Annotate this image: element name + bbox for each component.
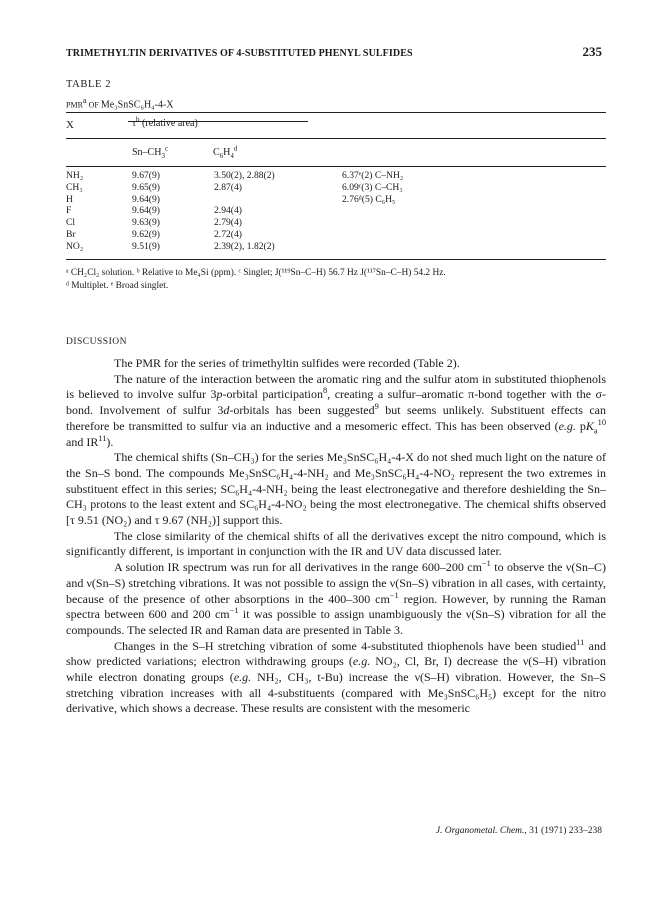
cell-x: H: [66, 193, 73, 205]
column-header-c6h4: [213, 144, 238, 160]
reference-mark: 11: [576, 637, 585, 647]
text-run: −1: [389, 590, 399, 600]
tau-footnote-mark: b: [136, 115, 140, 124]
cell-sn-ch3: 9.63(9): [132, 217, 160, 229]
ar-head-c: C: [213, 147, 220, 158]
column-header-tau: [132, 115, 198, 129]
table-row: [66, 205, 606, 217]
text-run: a: [593, 426, 598, 436]
journal-citation: [436, 826, 602, 836]
cell-c6h4: 3.50(2), 2.88(2): [214, 170, 275, 181]
reference-mark: 8: [323, 386, 328, 396]
text-run: −1: [229, 606, 239, 616]
table-caption: [66, 96, 174, 110]
table-row: [66, 241, 606, 253]
text-run: p: [216, 387, 223, 402]
table-footnotes: [66, 267, 606, 292]
table-row: [66, 170, 606, 182]
cell-c6h4: 2.39(2), 1.82(2): [214, 240, 275, 252]
text-run: and show predicted variations; electron withdrawing groups (: [66, 638, 606, 669]
reference-mark: 11: [98, 433, 107, 443]
cell-x: CH₃: [66, 181, 83, 193]
text-run: ).: [106, 434, 114, 449]
cell-c6h4: 2.72(4): [214, 228, 242, 240]
table-row: [66, 182, 606, 194]
cell-sn-ch3: 9.64(9): [132, 205, 160, 217]
table-row: [66, 229, 606, 241]
ar-head-sub2: 4: [230, 152, 234, 160]
table-bottom-rule: [66, 259, 606, 260]
paragraph: The chemical shifts (Sn–CH₃) for the series Me₃SnSC₆H₄-4-X do not shed much light on the nature of the Sn–S bond. The compounds Me₃SnSC₆H₄-4-NH₂ and Me₃SnSC₆H₄-4-NO₂ represent the two extremes in substituent effect in this series; SC₆H₄-4-NH₂ being the least electronegative and therefore deshielding the Sn–CH₃ protons to the least extent and SC₆H₄-4-NO₂ being the most electronegative. The chemical shifts observed [τ 9.51 (NO₂) and τ 9.67 (NH₂)] support this.: [66, 450, 606, 528]
cell-x: Br: [66, 228, 76, 240]
text-run: e.g.: [558, 418, 576, 433]
text-run: -orbital participation: [222, 387, 323, 402]
spanner-rule: [128, 121, 308, 122]
paragraph: [66, 560, 606, 639]
table-label: TABLE 2: [66, 79, 112, 90]
cell-other: 6.09ᶜ(3) C–CH₃: [342, 181, 403, 193]
text-run: p: [575, 418, 586, 433]
text-run: e.g.: [352, 654, 371, 669]
page-number: 235: [582, 44, 602, 59]
tau-note: (relative area): [139, 118, 198, 129]
paragraph: [66, 372, 606, 451]
cell-other: 2.76ᵈ(5) C₆H₅: [342, 193, 396, 205]
sn-head-mark: c: [164, 144, 169, 153]
caption-of: OF: [86, 100, 101, 110]
section-heading: DISCUSSION: [66, 337, 127, 347]
footnote-line-2: ᵈ Multiplet. ᵉ Broad singlet.: [66, 280, 169, 291]
text-run: NO₂, Cl, Br, I) decrease the ν(S–H) vibration while electron donating groups (: [66, 654, 607, 685]
caption-prefix: PMR: [66, 100, 83, 110]
paragraph: [66, 639, 606, 718]
cell-c6h4: 2.79(4): [214, 217, 242, 229]
journal-name: J. Organometal. Chem.: [435, 826, 525, 836]
cell-x: F: [66, 205, 72, 217]
journal-volume-pages: , 31 (1971) 233–238: [524, 826, 602, 836]
paragraph: The close similarity of the chemical shifts of all the derivatives except the nitro compound, which is significantly different, is important in conjunction with the IR and UV data discussed later.: [66, 528, 606, 559]
caption-formula: Me₃SnSC₆H₄-4-X: [100, 99, 174, 111]
ar-head-sub1: 6: [219, 152, 224, 160]
caption-footnote-mark: a: [82, 96, 87, 105]
text-run: but seems unlikely. Substituent effects can therefore be transmitted to sulfur via an inductive and a mesomeric effect. This has been observed (: [66, 403, 606, 433]
column-header-sn-ch3: [132, 144, 169, 160]
text-run: it was possible to assign unambiguously the ν(Sn–S) vibration for all the compounds. The selected IR and Raman data are presented in Table 3.: [66, 607, 606, 637]
text-run: The nature of the interaction between the aromatic ring and the sulfur atom in substituted thiophenols is believed to involve sulfur 3: [66, 371, 606, 402]
table-body: [66, 170, 606, 253]
sn-head-text: Sn–CH: [132, 147, 162, 158]
tau-symbol: τ: [132, 118, 137, 129]
text-run: −1: [481, 559, 491, 569]
text-run: and IR: [66, 434, 99, 449]
text-run: region. However, by running the Raman spectra between 600 and 200 cm: [66, 591, 606, 622]
cell-sn-ch3: 9.65(9): [132, 181, 160, 193]
cell-other: 6.37ᵉ(2) C–NH₂: [342, 170, 404, 181]
text-run: , creating a sulfur–aromatic π-bond together with the σ-bond. Involvement of sulfur 3: [66, 387, 607, 418]
table-row: [66, 217, 606, 229]
cell-x: NH₂: [66, 170, 84, 181]
text-run: K: [585, 418, 594, 433]
text-run: -orbitals has been suggested: [229, 403, 375, 418]
paragraph: The PMR for the series of trimethyltin sulfides were recorded (Table 2).: [114, 356, 460, 370]
text-run: e.g.: [233, 670, 252, 685]
text-run: to observe the ν(Sn–C) and ν(Sn–S) stretching vibrations. It was not possible to assign the ν(Sn–S) vibration in all cases, with certainty, because of the presence of other absorptions in the 400–300 cm: [66, 560, 606, 606]
header-bottom-rule: [66, 166, 606, 167]
cell-sn-ch3: 9.64(9): [132, 193, 160, 205]
header-mid-rule: [66, 138, 606, 139]
table-row: [66, 194, 606, 206]
cell-x: NO₂: [66, 240, 84, 252]
text-run: Changes in the S–H stretching vibration of some 4-substituted thiophenols have been studied: [114, 638, 577, 653]
column-header-x: X: [66, 119, 74, 131]
cell-x: Cl: [66, 217, 76, 229]
reference-mark: 10: [597, 417, 607, 427]
cell-sn-ch3: 9.67(9): [132, 170, 160, 181]
body-text: [66, 356, 606, 717]
ar-head-h: H: [223, 147, 231, 158]
text-run: A solution IR spectrum was run for all derivatives in the range 600–200 cm: [114, 560, 482, 575]
ar-head-mark: d: [233, 144, 238, 153]
running-title: TRIMETHYLTIN DERIVATIVES OF 4-SUBSTITUTED PHENYL SULFIDES: [66, 48, 413, 59]
table-top-rule: [66, 112, 606, 113]
cell-c6h4: 2.87(4): [214, 181, 242, 193]
sn-head-sub: 3: [161, 152, 165, 160]
reference-mark: 9: [374, 402, 379, 412]
cell-sn-ch3: 9.51(9): [132, 240, 160, 252]
cell-c6h4: 2.94(4): [214, 205, 242, 217]
text-run: NH₂, CH₃, t-Bu) increase the ν(S–H) vibration. However, the Sn–S stretching vibration increases with all 4-substituents (compared with Me₃SnSC₆H₅) except for the nitro derivative, which shows a decrease. These results are consistent with the mesomeric: [66, 670, 606, 716]
text-run: d: [223, 403, 230, 418]
footnote-line-1: ᵃ CH₂Cl₂ solution. ᵇ Relative to Me₄Si (ppm). ᶜ Singlet; J(¹¹⁹Sn–C–H) 56.7 Hz J(¹¹⁷Sn–C–H) 54.2 Hz.: [66, 268, 446, 278]
cell-sn-ch3: 9.62(9): [132, 228, 160, 240]
